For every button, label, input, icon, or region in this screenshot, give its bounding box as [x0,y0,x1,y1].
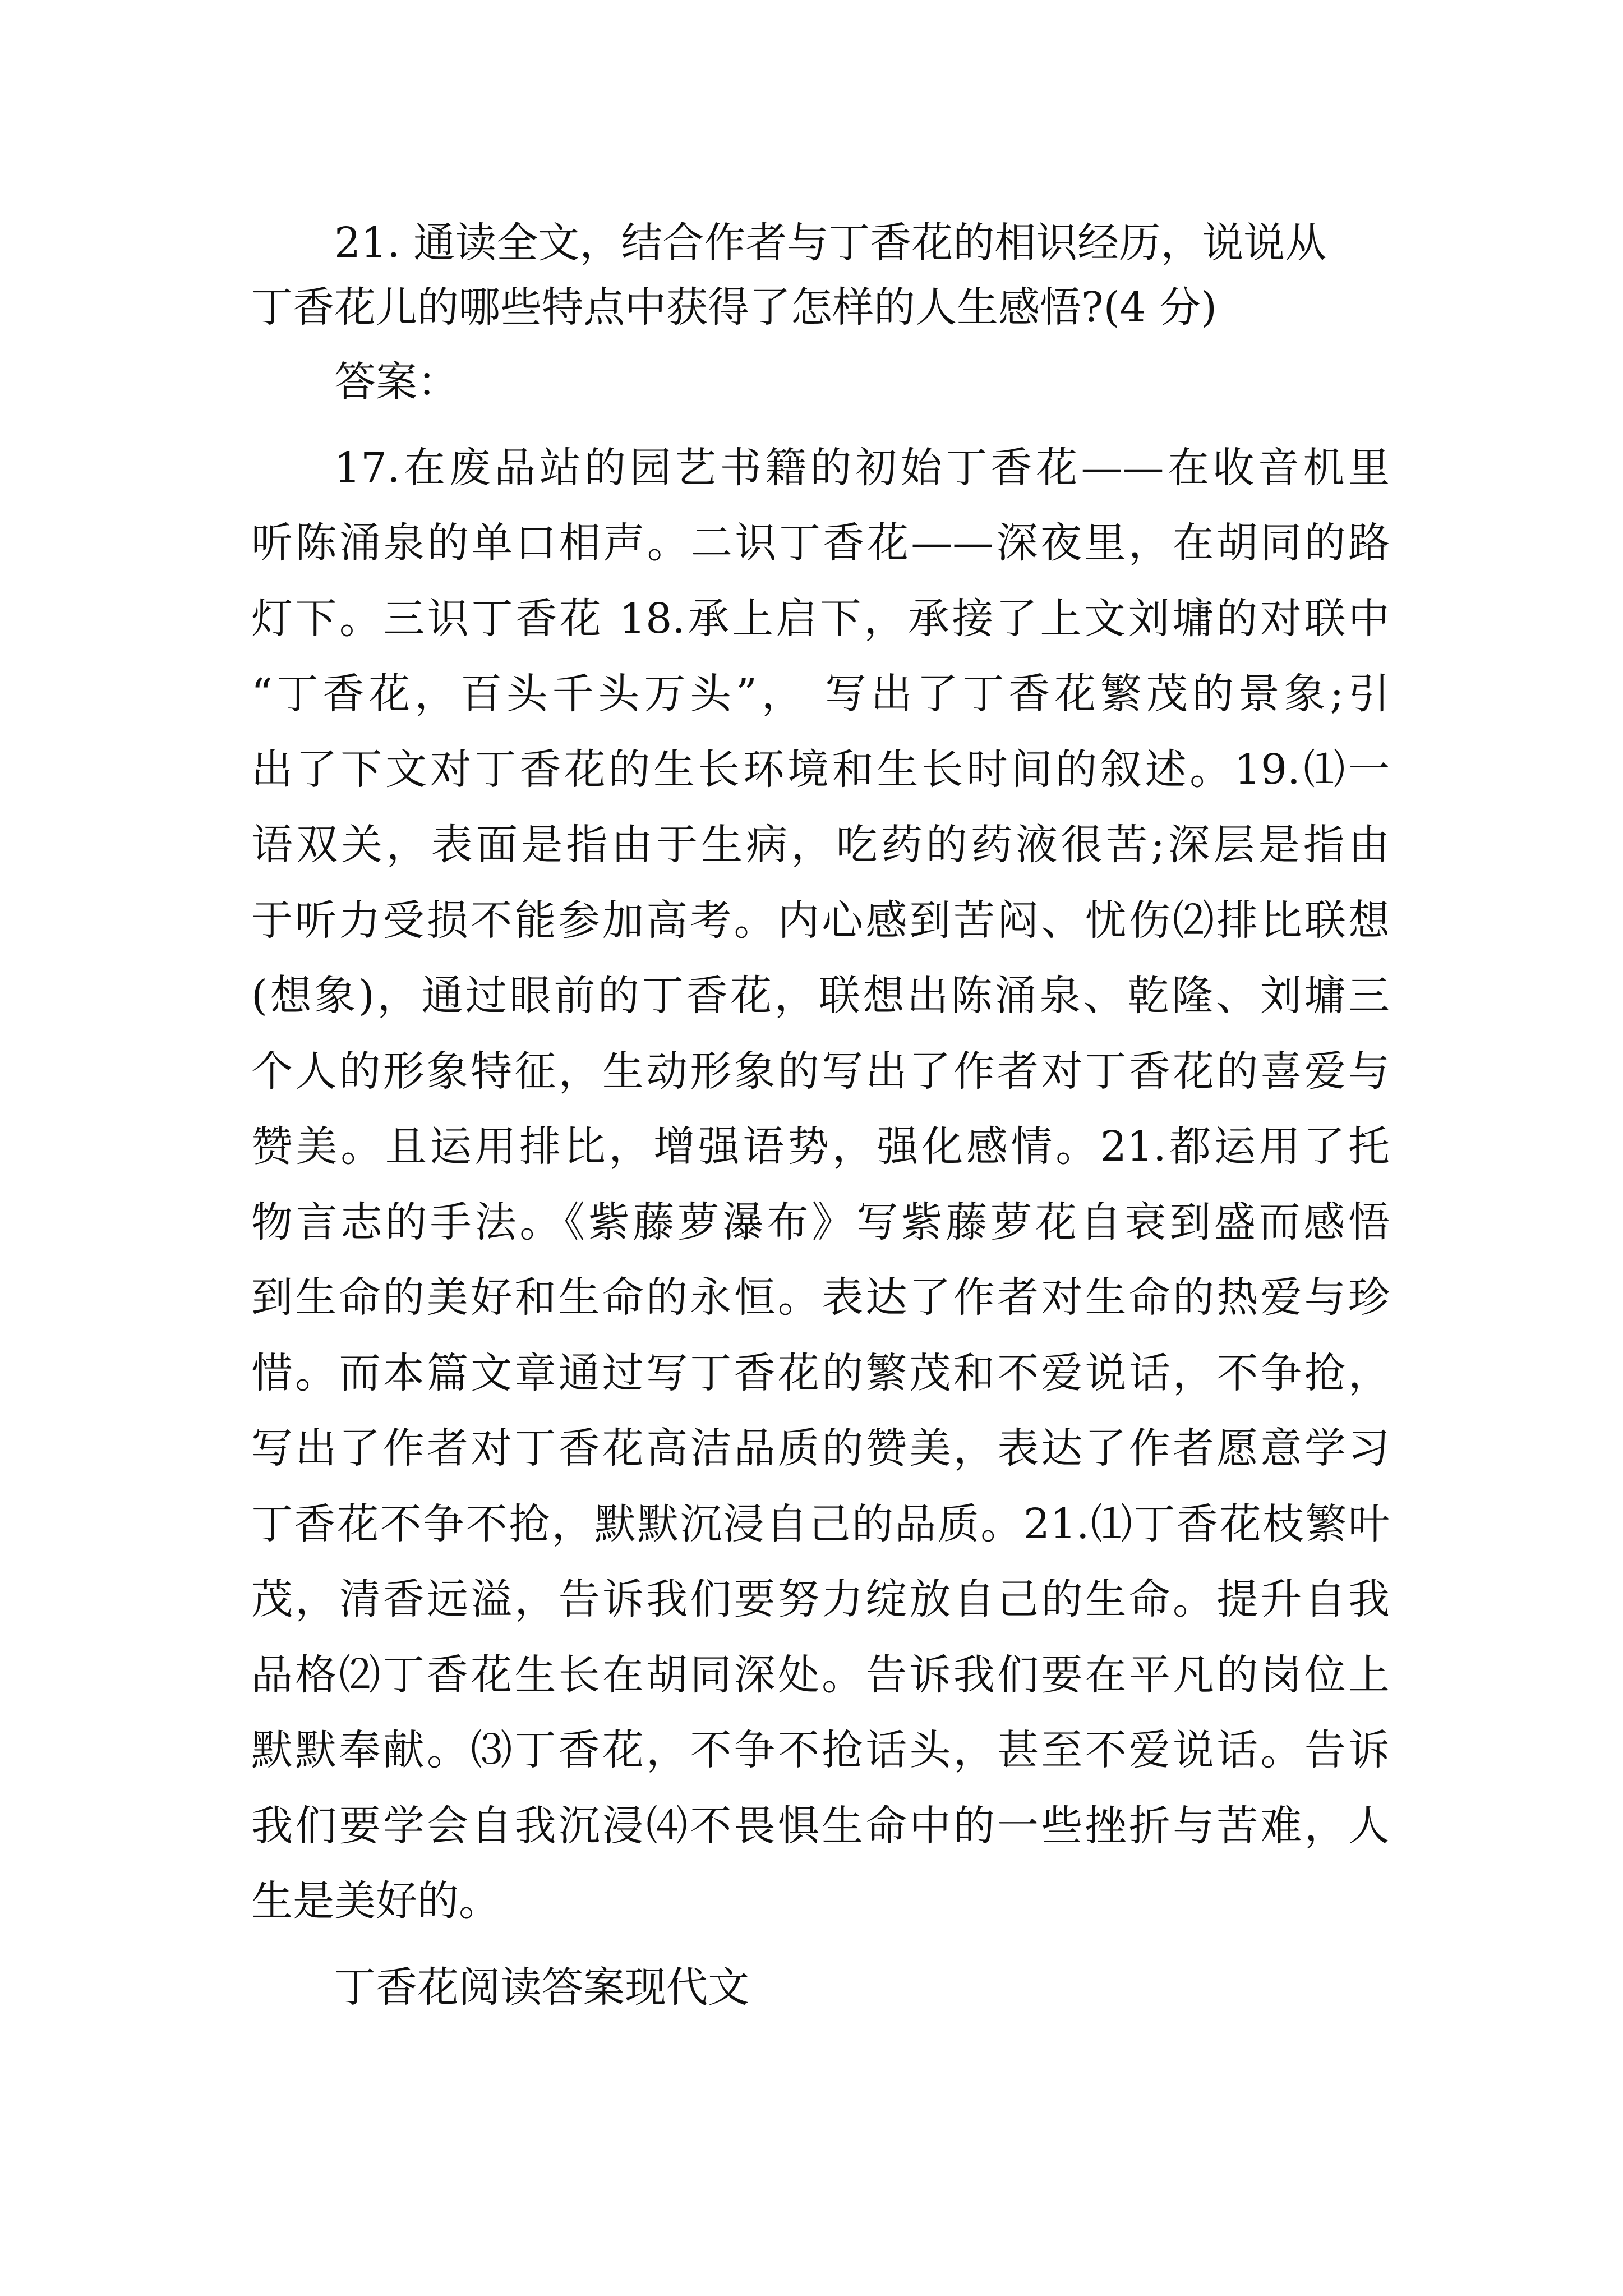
answer-line-11: 物言志的手法。《紫藤萝瀑布》写紫藤萝花自衰到盛而感悟 [251,1198,1390,1246]
question-21-line-2: 丁香花儿的哪些特点中获得了怎样的人生感悟?(4 分) [251,283,1218,332]
answer-line-13: 惜。而本篇文章通过写丁香花的繁茂和不爱说话，不争抢， [251,1349,1390,1397]
answer-label: 答案： [334,358,459,406]
answer-line-10: 赞美。且运用排比，增强语势，强化感情。21.都运用了托 [251,1122,1390,1171]
answer-line-5: 出了下文对丁香花的生长环境和生长时间的叙述。19.⑴一 [251,746,1390,794]
answer-line-18: 默默奉献。⑶丁香花，不争不抢话头，甚至不爱说话。告诉 [251,1726,1390,1774]
answer-line-8: (想象)，通过眼前的丁香花，联想出陈涌泉、乾隆、刘墉三 [251,972,1390,1020]
answer-line-1: 17.在废品站的园艺书籍的初始丁香花——在收音机里 [334,444,1390,492]
answer-line-7: 于听力受损不能参加高考。内心感到苦闷、忧伤⑵排比联想 [251,896,1390,945]
answer-line-17: 品格⑵丁香花生长在胡同深处。告诉我们要在平凡的岗位上 [251,1651,1390,1699]
answer-line-16: 茂，清香远溢，告诉我们要努力绽放自己的生命。提升自我 [251,1575,1390,1623]
answer-line-4: “丁香花，百头千头万头”， 写出了丁香花繁茂的景象;引 [251,670,1390,718]
footer-title: 丁香花阅读答案现代文 [334,1963,749,2012]
answer-line-14: 写出了作者对丁香花高洁品质的赞美，表达了作者愿意学习 [251,1424,1390,1473]
answer-line-6: 语双关，表面是指由于生病，吃药的药液很苦;深层是指由 [251,821,1390,869]
answer-line-19: 我们要学会自我沉浸⑷不畏惧生命中的一些挫折与苦难，人 [251,1802,1390,1850]
question-21-line-1: 21. 通读全文，结合作者与丁香花的相识经历，说说从 [334,219,1327,267]
answer-line-3: 灯下。三识丁香花 18.承上启下，承接了上文刘墉的对联中 [251,595,1390,643]
answer-line-15: 丁香花不争不抢，默默沉浸自己的品质。21.⑴丁香花枝繁叶 [251,1500,1390,1548]
answer-line-20: 生是美好的。 [251,1877,500,1925]
answer-line-12: 到生命的美好和生命的永恒。表达了作者对生命的热爱与珍 [251,1273,1390,1322]
answer-line-2: 听陈涌泉的单口相声。二识丁香花——深夜里，在胡同的路 [251,519,1390,567]
answer-line-9: 个人的形象特征，生动形象的写出了作者对丁香花的喜爱与 [251,1047,1390,1096]
